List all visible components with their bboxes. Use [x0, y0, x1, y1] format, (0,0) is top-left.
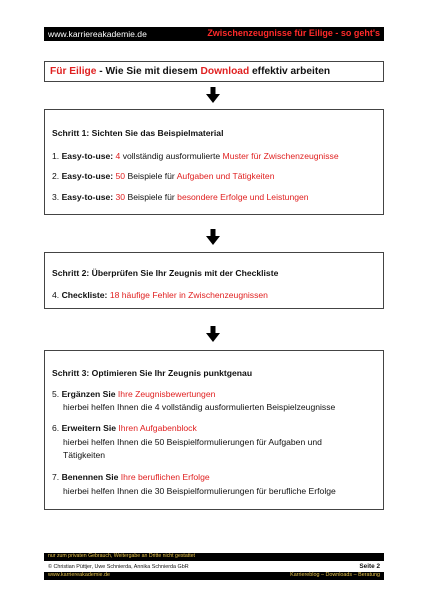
footer-breadcrumb[interactable]: Karriereblog – Downloads – Beratung — [290, 572, 380, 578]
intro-part1: Für Eilige — [50, 66, 97, 77]
step2-title: Schritt 2: Überprüfen Sie Ihr Zeugnis mit der Checkliste — [52, 268, 279, 278]
list-item: 3. Easy-to-use: 30 Beispiele für besondere Erfolge und Leistungen — [52, 192, 309, 202]
arrow-down-icon — [206, 229, 220, 245]
header-site: www.karriereakademie.de — [48, 29, 147, 39]
header-title: Zwischenzeugnisse für Eilige - so geht's — [207, 28, 380, 38]
footer-copyright: © Christian Püttjer, Uwe Schnierda, Annika Schnierda GbR — [48, 564, 189, 570]
list-item: 5. Ergänzen Sie Ihre Zeugnisbewertungen — [52, 389, 216, 399]
page-number: Seite 2 — [359, 563, 380, 570]
list-item-detail: hierbei helfen Ihnen die 4 vollständig ausformulierten Beispielzeugnisse — [63, 402, 336, 412]
list-item: 4. Checkliste: 18 häufige Fehler in Zwischenzeugnissen — [52, 290, 268, 300]
step3-box — [44, 350, 384, 510]
intro-box — [44, 61, 384, 82]
step1-box — [44, 109, 384, 215]
footer-site-link[interactable]: www.karriereakademie.de — [48, 572, 111, 578]
intro-part3: Download — [200, 66, 250, 77]
footer-copyright-row — [44, 563, 384, 572]
footer-links-band — [44, 572, 384, 580]
list-item-detail: Tätigkeiten — [63, 450, 106, 460]
list-item-detail: hierbei helfen Ihnen die 30 Beispielformulierungen für berufliche Erfolge — [63, 486, 336, 496]
arrow-down-icon — [206, 326, 220, 342]
step2-box — [44, 252, 384, 309]
footer-notice-band — [44, 553, 384, 561]
list-item-detail: hierbei helfen Ihnen die 50 Beispielformulierungen für Aufgaben und — [63, 437, 322, 447]
list-item: 2. Easy-to-use: 50 Beispiele für Aufgaben und Tätigkeiten — [52, 171, 275, 181]
intro-part2: - Wie Sie mit diesem — [96, 66, 201, 77]
footer-notice: nur zum privaten Gebrauch, Weitergabe an Dritte nicht gestattet — [48, 553, 195, 559]
step1-title: Schritt 1: Sichten Sie das Beispielmaterial — [52, 128, 224, 138]
header-band — [44, 27, 384, 41]
list-item: 7. Benennen Sie Ihre beruflichen Erfolge — [52, 472, 210, 482]
arrow-down-icon — [206, 87, 220, 103]
list-item: 1. Easy-to-use: 4 vollständig ausformulierte Muster für Zwischenzeugnisse — [52, 151, 339, 161]
step3-title: Schritt 3: Optimieren Sie Ihr Zeugnis punktgenau — [52, 368, 253, 378]
intro-title — [50, 66, 330, 77]
list-item: 6. Erweitern Sie Ihren Aufgabenblock — [52, 423, 197, 433]
intro-part4: effektiv arbeiten — [249, 66, 331, 77]
